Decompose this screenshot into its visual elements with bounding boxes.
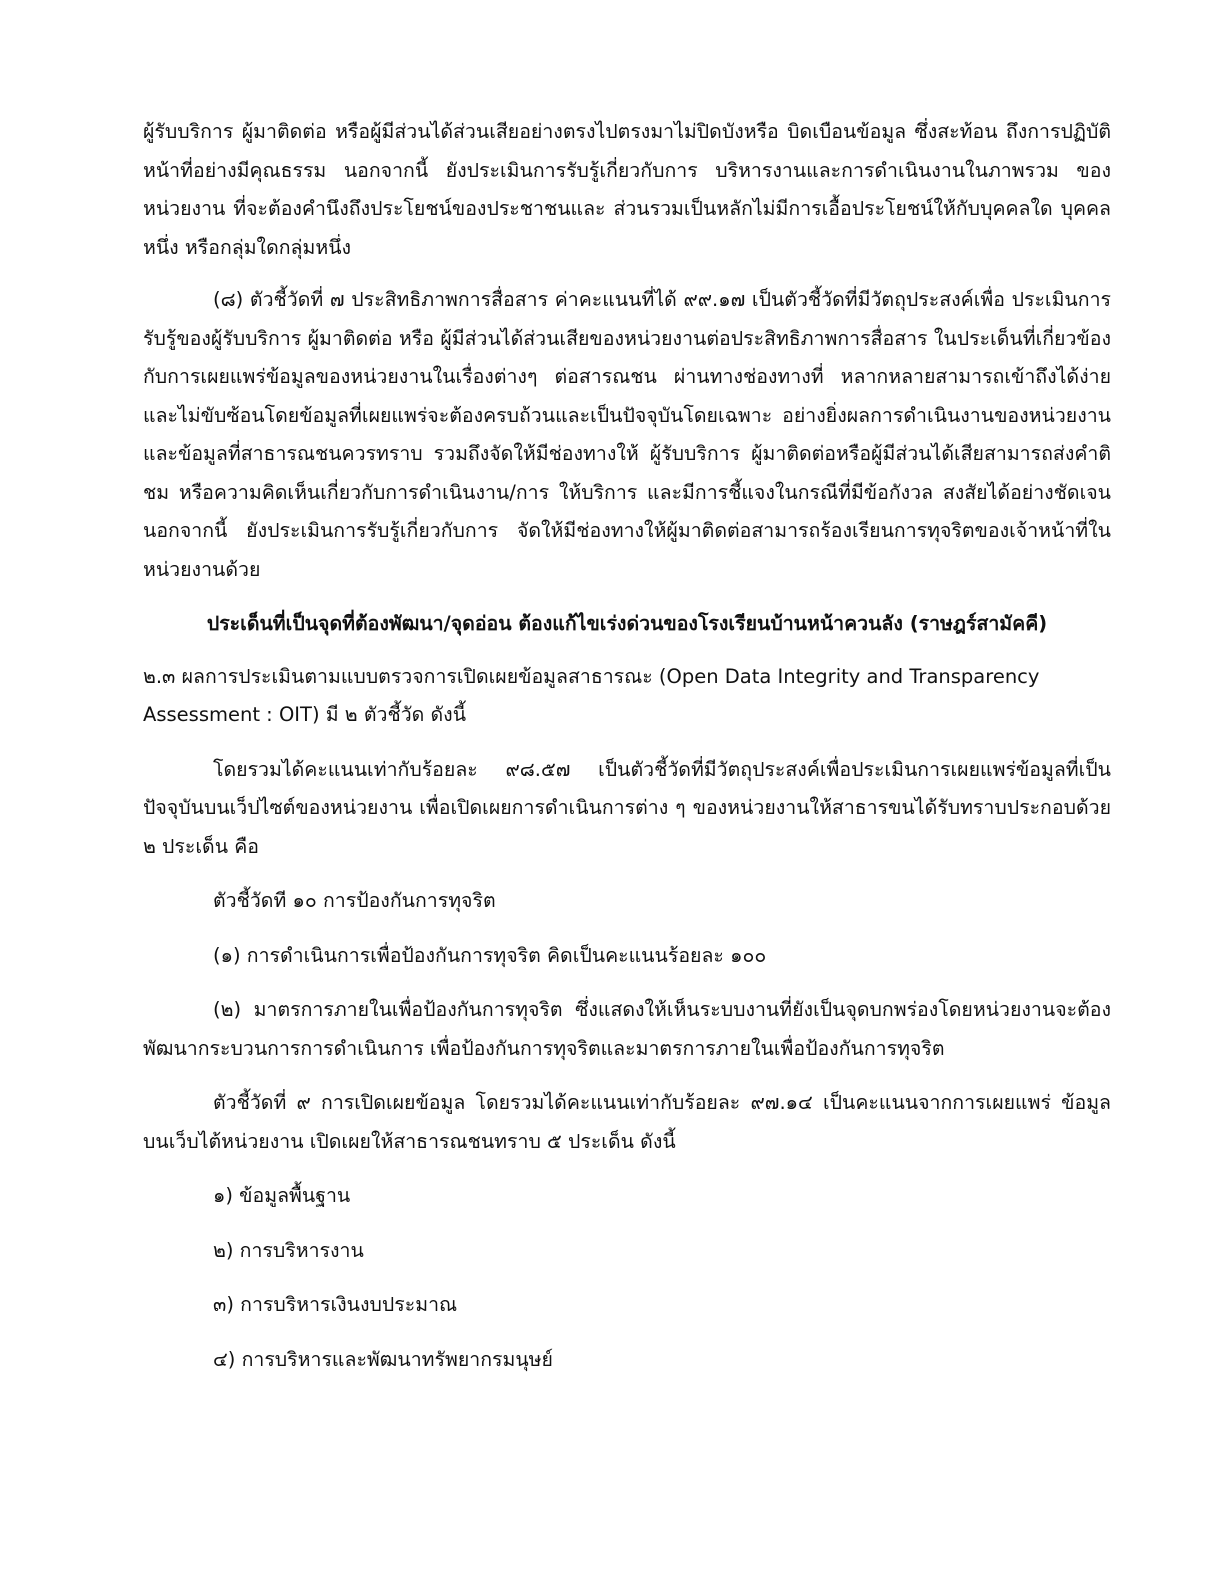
list-item: ๔) การบริหารและพัฒนาทรัพยากรมนุษย์ [213,1347,553,1371]
paragraph-overall-score: โดยรวมได้คะแนนเท่ากับร้อยละ ๙๘.๕๗ เป็นตัวชี้วัดที่มีวัตถุประสงค์เพื่อประเมินการเผยแพร่ข้อมูลที่เป็นปัจจุบันบนเว็ปไซต์ของหน่วยงาน เพื่อเปิดเผยการดำเนินการต่าง ๆ ของหน่วยงานให้สาธารขนได้รับทราบประกอบด้วย ๒ ประเด็น คือ [143,757,1111,858]
list-item: ๒) การบริหารงาน [213,1238,364,1262]
document-body [143,113,1111,1379]
paragraph-indicator-7: (๘) ตัวชี้วัดที่ ๗ ประสิทธิภาพการสื่อสาร ค่าคะแนนที่ได้ ๙๙.๑๗ เป็นตัวชี้วัดที่มีวัตถุประสงค์เพื่อ ประเมินการรับรู้ของผู้รับบริการ ผู้มาติดต่อ หรือ ผู้มีส่วนได้ส่วนเสียของหน่วยงานต่อประสิทธิภาพการสื่อสาร ในประเด็นที่เกี่ยวข้องกับการเผยแพร่ข้อมูลของหน่วยงานในเรื่องต่างๆ ต่อสารณชน ผ่านทางช่องทางที่ หลากหลายสามารถเข้าถึงได้ง่ายและไม่ขับซ้อนโดยข้อมูลที่เผยแพร่จะต้องครบถ้วนและเป็นปัจจุบันโดยเฉพาะ อย่างยิ่งผลการดำเนินงานของหน่วยงานและข้อมูลที่สาธารณชนควรทราบ รวมถึงจัดให้มีช่องทางให้ ผู้รับบริการ ผู้มาติดต่อหรือผู้มีส่วนได้เสียสามารถส่งคำติชม หรือความคิดเห็นเกี่ยวกับการดำเนินงาน/การ ให้บริการ และมีการชี้แจงในกรณีที่มีข้อกังวล สงสัยได้อย่างชัดเจน นอกจากนี้ ยังประเมินการรับรู้เกี่ยวกับการ จัดให้มีช่องทางให้ผู้มาติดต่อสามารถร้องเรียนการทุจริตของเจ้าหน้าที่ในหน่วยงานด้วย [143,288,1111,581]
list-item: ๑) ข้อมูลพื้นฐาน [213,1184,351,1207]
paragraph-oit-assessment: ๒.๓ ผลการประเมินตามแบบตรวจการเปิดเผยข้อมูลสาธารณะ (Open Data Integrity and Transparency Assessment : OIT) มี ๒ ตัวชี้วัด ดังนี้ [143,664,1040,726]
indicator-10-item-2: (๒) มาตรการภายในเพื่อป้องกันการทุจริต ซึ่งแสดงให้เห็นระบบงานที่ยังเป็นจุดบกพร่องโดยหน่วยงานจะต้องพัฒนากระบวนการการดำเนินการ เพื่อป้องกันการทุจริตและมาตรการภายในเพื่อป้องกันการทุจริต [143,998,1111,1060]
section-heading-weak-points: ประเด็นที่เป็นจุดที่ต้องพัฒนา/จุดอ่อน ต้องแก้ไขเร่งด่วนของโรงเรียนบ้านหน้าควนลัง (ราษฎร์สามัคคี) [206,612,1048,635]
indicator-9-paragraph: ตัวชี้วัดที่ ๙ การเปิดเผยข้อมูล โดยรวมได้คะแนนเท่ากับร้อยละ ๙๗.๑๔ เป็นคะแนนจากการเผยแพร่ ข้อมูลบนเว็บไต้หน่วยงาน เปิดเผยให้สาธารณชนทราบ ๕ ประเด็น ดังนี้ [143,1091,1111,1153]
list-item: ๓) การบริหารเงินงบประมาณ [213,1293,458,1316]
indicator-10-title: ตัวชี้วัดที ๑๐ การป้องกันการทุจริต [213,889,496,912]
paragraph-intro-continued: ผู้รับบริการ ผู้มาติดต่อ หรือผู้มีส่วนได้ส่วนเสียอย่างตรงไปตรงมาไม่ปิดบังหรือ บิดเบือนข้อมูล ซึ่งสะท้อน ถึงการปฏิบัติหน้าที่อย่างมีคุณธรรม นอกจากนี้ ยังประเมินการรับรู้เกี่ยวกับการ บริหารงานและการดำเนินงานในภาพรวม ของหน่วยงาน ที่จะต้องคำนึงถึงประโยชน์ของประชาชนและ ส่วนรวมเป็นหลักไม่มีการเอื้อประโยชน์ให้กับบุคคลใด บุคคลหนึ่ง หรือกลุ่มใดกลุ่มหนึ่ง [143,120,1111,259]
indicator-10-item-1: (๑) การดำเนินการเพื่อป้องกันการทุจริต คิดเป็นคะแนนร้อยละ ๑๐๐ [213,943,767,967]
